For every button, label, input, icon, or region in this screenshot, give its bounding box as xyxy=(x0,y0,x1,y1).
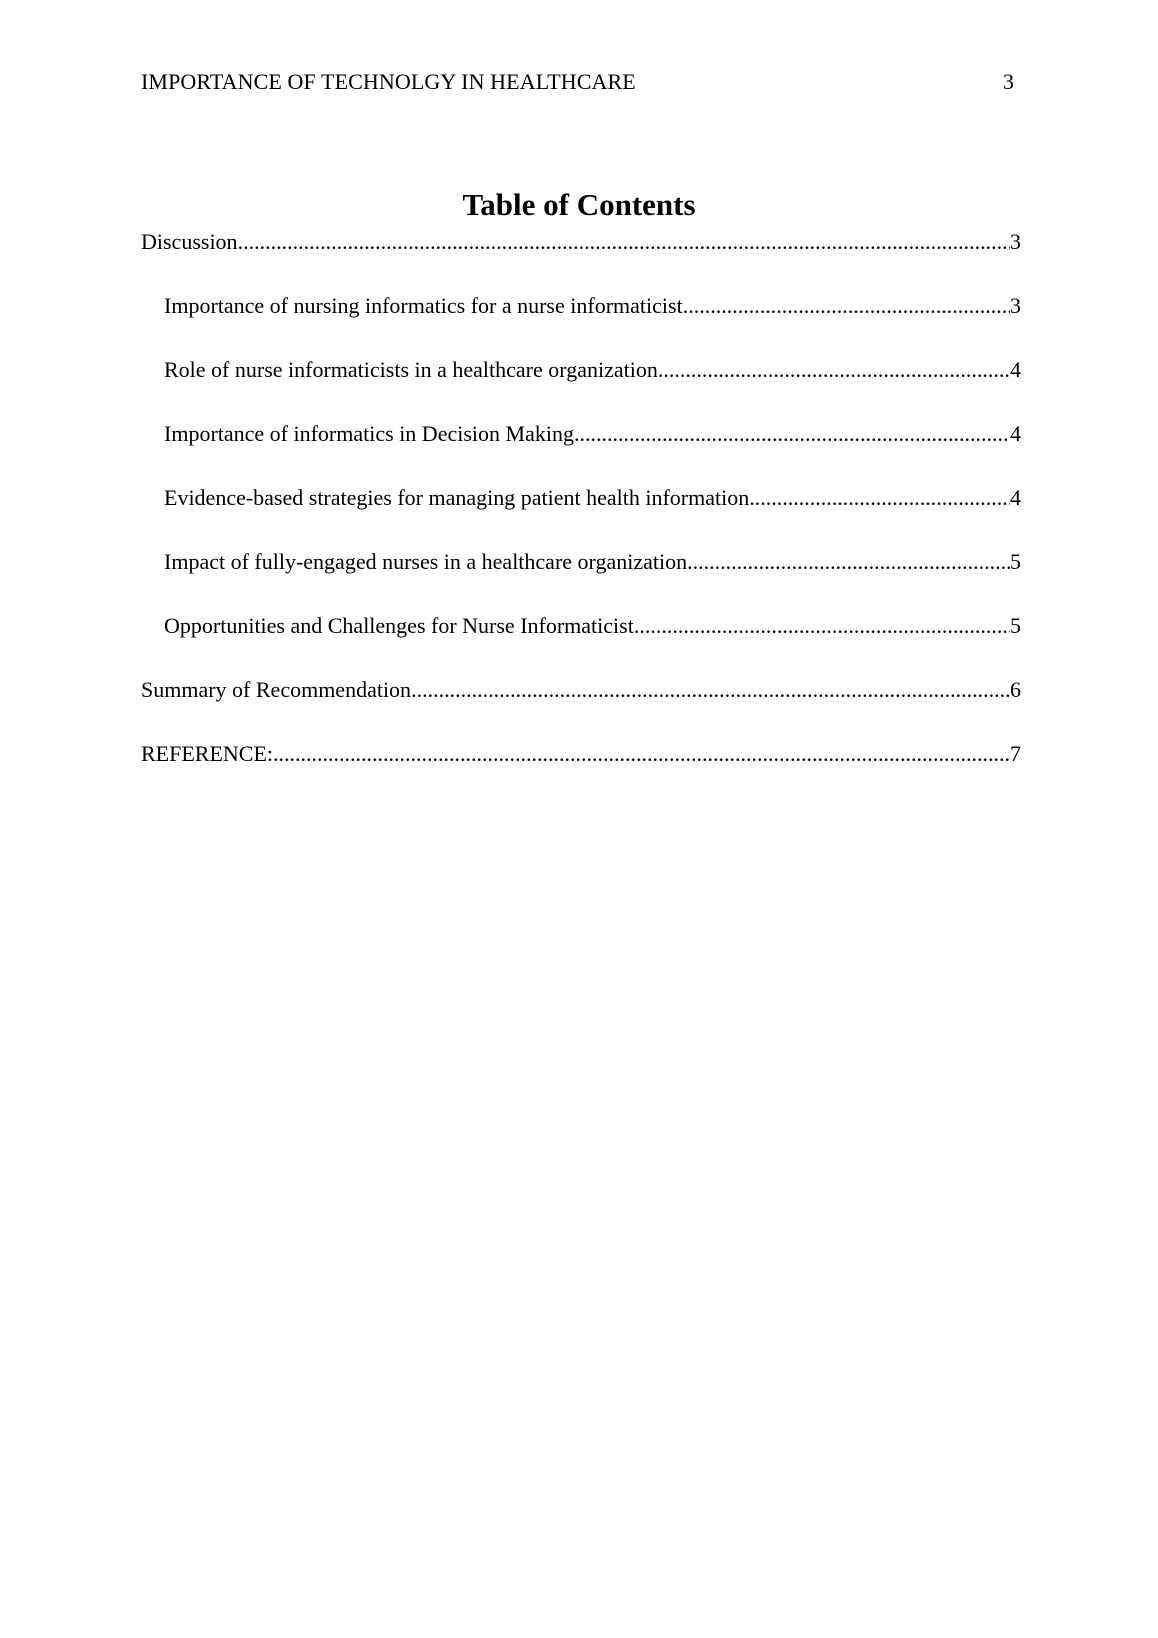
toc-entry-summary-of-recommendation[interactable] xyxy=(141,676,1021,704)
toc-entry-impact-of-fully-engaged-nurses[interactable] xyxy=(141,548,1021,576)
toc-entry-evidence-based-strategies[interactable] xyxy=(141,484,1021,512)
toc-entry-text: Impact of fully-engaged nurses in a healthcare organization xyxy=(164,549,688,574)
toc-entry-role-of-nurse-informaticists[interactable] xyxy=(141,356,1021,384)
toc-entry-reference[interactable] xyxy=(141,740,1021,768)
toc-entry-page: 7 xyxy=(1010,741,1021,766)
toc-title: Table of Contents xyxy=(462,187,696,222)
toc-entry-importance-of-nursing-informatics[interactable] xyxy=(141,292,1021,320)
toc-entry-discussion[interactable] xyxy=(141,228,1021,256)
toc-entry-text: REFERENCE: xyxy=(141,741,274,766)
toc-entry-text: Summary of Recommendation xyxy=(141,677,412,702)
toc-dot-leader xyxy=(273,740,1010,768)
toc-dot-leader xyxy=(683,292,1010,320)
toc-dot-leader xyxy=(634,612,1010,640)
toc-entry-text: Importance of nursing informatics for a nurse informaticist xyxy=(164,293,683,318)
toc-entry-opportunities-and-challenges[interactable] xyxy=(141,612,1021,640)
toc-entry-text: Role of nurse informaticists in a healthcare organization xyxy=(164,357,658,382)
toc-entry-page: 3 xyxy=(1010,293,1021,318)
toc-entry-page: 3 xyxy=(1010,229,1021,254)
toc-entry-page: 4 xyxy=(1010,357,1021,382)
toc-dot-leader xyxy=(411,676,1010,704)
toc-entry-page: 5 xyxy=(1010,613,1021,638)
toc-entry-page: 4 xyxy=(1010,421,1021,446)
toc-entry-page: 6 xyxy=(1010,677,1021,702)
running-head: IMPORTANCE OF TECHNOLGY IN HEALTHCARE xyxy=(141,69,636,94)
toc-entry-text: Evidence-based strategies for managing patient health information xyxy=(164,485,750,510)
toc-entry-page: 5 xyxy=(1010,549,1021,574)
toc-dot-leader xyxy=(658,356,1010,384)
toc-entry-text: Discussion xyxy=(141,229,238,254)
toc-dot-leader xyxy=(687,548,1010,576)
toc-dot-leader xyxy=(749,484,1010,512)
toc-dot-leader xyxy=(238,228,1010,256)
toc-entry-page: 4 xyxy=(1010,485,1021,510)
table-of-contents xyxy=(141,228,1021,768)
toc-entry-text: Importance of informatics in Decision Making xyxy=(164,421,574,446)
toc-entry-text: Opportunities and Challenges for Nurse Informaticist xyxy=(164,613,634,638)
page-number: 3 xyxy=(1003,69,1014,94)
toc-dot-leader xyxy=(574,420,1010,448)
toc-entry-informatics-in-decision-making[interactable] xyxy=(141,420,1021,448)
